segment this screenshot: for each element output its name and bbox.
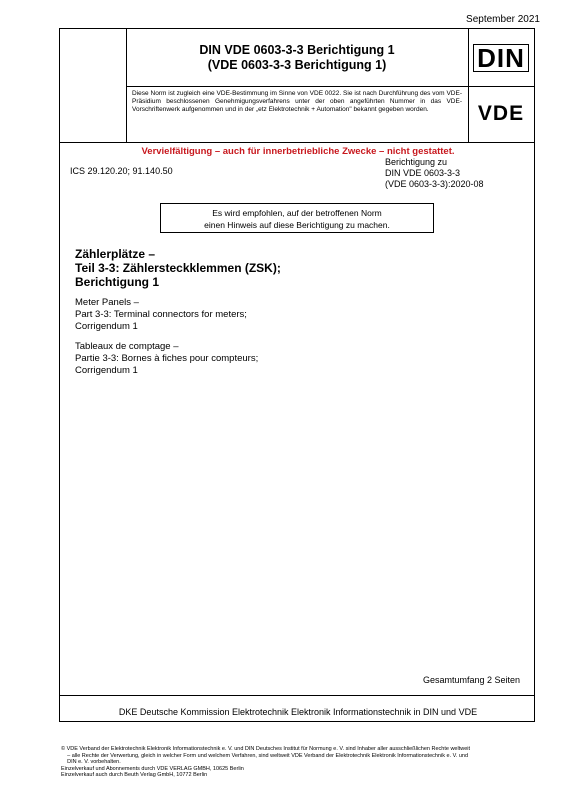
document-title-line2: (VDE 0603-3-3 Berichtigung 1): [207, 57, 387, 72]
footer-divider: [60, 695, 534, 696]
notice-line2: einen Hinweis auf diese Berichtigung zu machen.: [204, 220, 390, 230]
din-logo-text: DIN: [473, 44, 529, 72]
title-english-line1: Meter Panels –: [75, 297, 139, 308]
title-french: [75, 341, 258, 377]
correction-line2: DIN VDE 0603-3-3: [385, 168, 461, 178]
title-french-line2: Partie 3-3: Bornes à fiches pour compteurs;: [75, 353, 259, 364]
footer-line2: – alle Rechte der Verwertung, gleich in welcher Form und welchem Verfahren, sind weltweit VDE Verband der Elektrotechnik Elektronik Informationstechnik e. V. und: [61, 752, 469, 759]
correction-line1: Berichtigung zu: [385, 157, 448, 167]
document-title-line1: DIN VDE 0603-3-3 Berichtigung 1: [199, 42, 395, 57]
din-logo: [468, 29, 534, 86]
correction-line3: (VDE 0603-3-3):2020-08: [385, 179, 484, 189]
title-english-line2: Part 3-3: Terminal connectors for meters;: [75, 309, 247, 320]
copyright-footer: [61, 746, 533, 779]
footer-line1: © VDE Verband der Elektrotechnik Elektronik Informationstechnik e. V. und DIN Deutsches Institut für Normung e. V. sind Inhaber aller ausschließlichen Rechte weltweit: [61, 746, 471, 752]
title-german-line3: Berichtigung 1: [75, 275, 160, 289]
title-french-line3: Corrigendum 1: [75, 365, 138, 376]
footer-line3: DIN e. V. vorbehalten.: [61, 759, 121, 766]
footer-line4: Einzelverkauf und Abonnements durch VDE VERLAG GMBH, 10625 Berlin: [61, 765, 244, 772]
title-english: [75, 297, 247, 333]
document-frame: [59, 28, 535, 722]
ics-code: ICS 29.120.20; 91.140.50: [70, 166, 173, 176]
footer-line5: Einzelverkauf auch durch Beuth Verlag GmbH, 10772 Berlin: [61, 772, 208, 779]
publication-date: September 2021: [466, 14, 540, 25]
title-french-line1: Tableaux de comptage –: [75, 341, 179, 352]
document-title: [126, 29, 468, 86]
correction-reference: [385, 157, 484, 190]
norm-statement: Diese Norm ist zugleich eine VDE-Bestimmung im Sinne von VDE 0022. Sie ist nach Durchführung des vom VDE-Präsidium beschlossenen Genehmigungsverfahrens unter der oben angeführten Nummer in das VDE-Vorschriftenwerk aufgenommen und in der „etz Elektrotechnik + Automation" bekannt gegeben worden.: [132, 90, 462, 114]
header-divider-bottom: [60, 142, 534, 143]
vde-logo: VDE: [477, 102, 525, 125]
notice-line1: Es wird empfohlen, auf der betroffenen Norm: [212, 208, 382, 218]
title-english-line3: Corrigendum 1: [75, 321, 138, 332]
title-german: [75, 247, 281, 289]
title-german-line1: Zählerplätze –: [75, 247, 156, 261]
copy-warning: Vervielfältigung – auch für innerbetriebliche Zwecke – nicht gestattet.: [141, 146, 455, 157]
recommendation-notice: [160, 203, 434, 233]
organization-name: DKE Deutsche Kommission Elektrotechnik Elektronik Informationstechnik in DIN und VDE: [118, 707, 478, 717]
title-german-line2: Teil 3-3: Zählersteckklemmen (ZSK);: [75, 261, 281, 275]
page-count: Gesamtumfang 2 Seiten: [422, 675, 520, 685]
